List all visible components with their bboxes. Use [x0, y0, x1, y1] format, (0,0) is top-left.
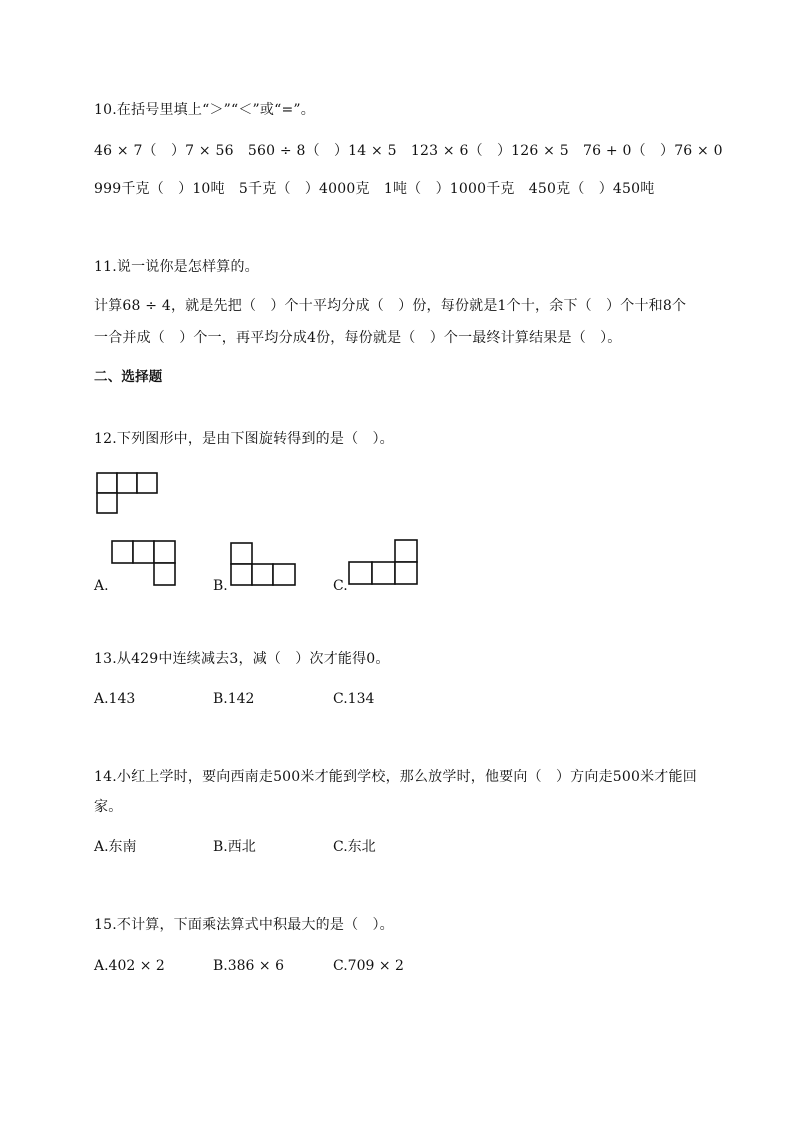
q12-option-c-figure[interactable]	[348, 539, 420, 589]
figure-square	[137, 473, 157, 493]
q11-line1: 计算68 ÷ 4，就是先把（ ）个十平均分成（ ）份，每份就是1个十，余下（ ）个十和8个	[94, 298, 687, 314]
q15-option-a[interactable]: A.402 × 2	[94, 958, 165, 974]
figure-square	[231, 564, 252, 585]
figure-square	[349, 562, 372, 584]
figure-square	[395, 562, 417, 584]
figure-square	[97, 493, 117, 513]
q12-title: 12.下列图形中，是由下图旋转得到的是（ ）。	[94, 431, 394, 447]
q12-option-b-figure[interactable]	[230, 542, 300, 590]
q15-option-b[interactable]: B.386 × 6	[213, 958, 284, 974]
q12-option-a-figure[interactable]	[111, 540, 179, 590]
q14-option-b[interactable]: B.西北	[213, 839, 256, 855]
q10-row1: 46 × 7（ ）7 × 56 560 ÷ 8（ ）14 × 5 123 × 6（ ）126 × 5 76 + 0（ ）76 × 0	[94, 143, 723, 159]
figure-square	[372, 562, 395, 584]
q15-title: 15.不计算，下面乘法算式中积最大的是（ ）。	[94, 917, 394, 933]
figure-square	[395, 540, 417, 562]
q13-option-b[interactable]: B.142	[213, 691, 255, 707]
q14-title-line2: 家。	[94, 799, 123, 815]
q12-option-c[interactable]: C.	[333, 578, 348, 594]
q10-title: 10.在括号里填上“＞”“＜”或“=”。	[94, 102, 315, 118]
figure-square	[97, 473, 117, 493]
q15-option-c[interactable]: C.709 × 2	[333, 958, 404, 974]
figure-square	[273, 564, 295, 585]
q13-option-a[interactable]: A.143	[94, 691, 136, 707]
q14-option-a[interactable]: A.东南	[94, 839, 137, 855]
q13-title: 13.从429中连续减去3，减（ ）次才能得0。	[94, 651, 390, 667]
q14-option-c[interactable]: C.东北	[333, 839, 376, 855]
figure-square	[117, 473, 137, 493]
figure-square	[231, 543, 252, 564]
q14-title-line1: 14.小红上学时，要向西南走500米才能到学校，那么放学时，他要向（ ）方向走500米才能回	[94, 769, 697, 785]
q11-title: 11.说一说你是怎样算的。	[94, 259, 259, 275]
section-heading: 二、选择题	[94, 369, 163, 385]
q10-row2: 999千克（ ）10吨 5千克（ ）4000克 1吨（ ）1000千克 450克（ ）450吨	[94, 181, 655, 197]
figure-square	[154, 541, 175, 563]
q12-option-b[interactable]: B.	[213, 578, 228, 594]
figure-square	[252, 564, 273, 585]
q11-line2: 一合并成（ ）个一，再平均分成4份，每份就是（ ）个一最终计算结果是（ ）。	[94, 330, 622, 346]
q12-option-a[interactable]: A.	[94, 578, 109, 594]
q12-reference-figure	[96, 472, 160, 516]
figure-square	[112, 541, 133, 563]
figure-square	[133, 541, 154, 563]
q13-option-c[interactable]: C.134	[333, 691, 375, 707]
figure-square	[154, 563, 175, 585]
